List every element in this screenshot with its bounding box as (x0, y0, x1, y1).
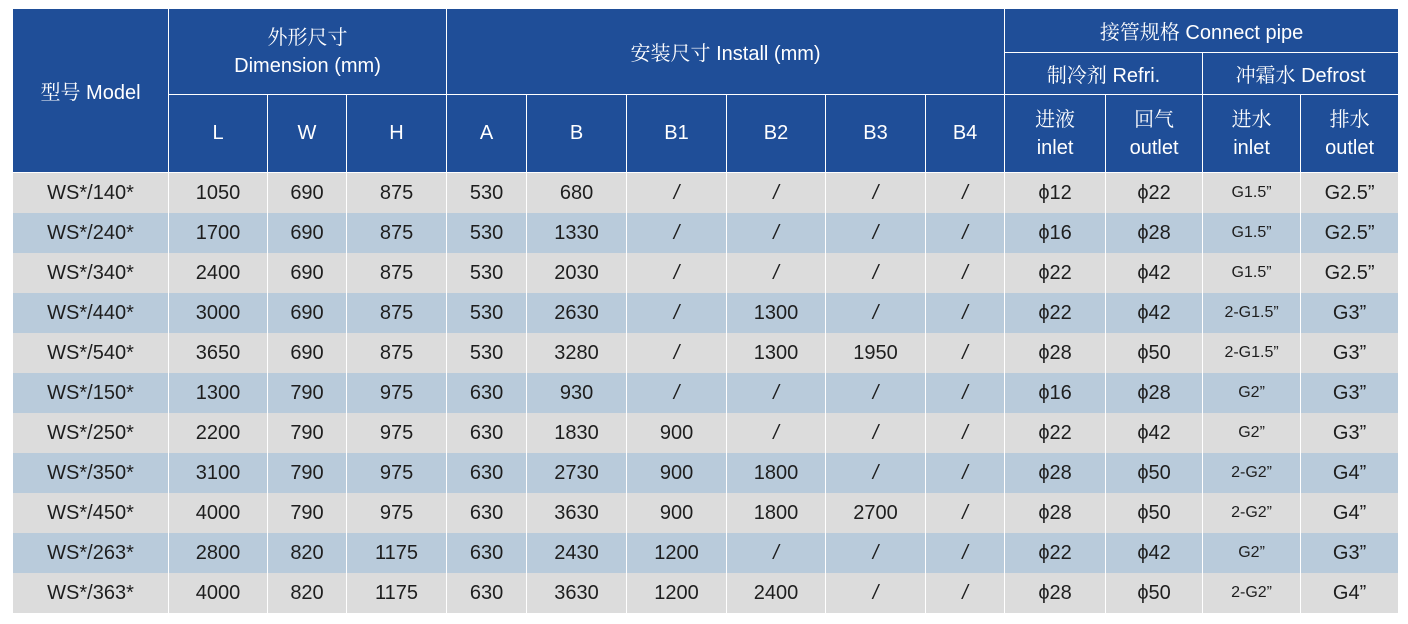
header-col-refri-inlet (1005, 95, 1106, 173)
cell-b: 2030 (527, 253, 627, 293)
cell-a: 530 (447, 293, 527, 333)
cell-b4: / (926, 573, 1005, 613)
cell-length: 2800 (169, 533, 268, 573)
cell-a: 630 (447, 453, 527, 493)
cell-model: WS*/250* (13, 413, 169, 453)
cell-width: 790 (268, 453, 347, 493)
table-row (13, 213, 1399, 253)
cell-defrost-inlet: 2-G2” (1203, 573, 1301, 613)
cell-defrost-outlet: G4” (1301, 573, 1399, 613)
cell-refri-inlet: ϕ16 (1005, 373, 1106, 413)
cell-b2: / (727, 373, 826, 413)
cell-b: 930 (527, 373, 627, 413)
cell-height: 975 (347, 413, 447, 453)
header-col-defrost-inlet (1203, 95, 1301, 173)
cell-b: 3630 (527, 573, 627, 613)
cell-model: WS*/240* (13, 213, 169, 253)
cell-length: 4000 (169, 573, 268, 613)
cell-b4: / (926, 373, 1005, 413)
cell-b4: / (926, 453, 1005, 493)
cell-defrost-outlet: G2.5” (1301, 213, 1399, 253)
cell-b4: / (926, 173, 1005, 214)
header-defrost: 冲霜水 Defrost (1203, 53, 1399, 95)
cell-refri-inlet: ϕ22 (1005, 413, 1106, 453)
cell-b4: / (926, 493, 1005, 533)
cell-b2: / (727, 213, 826, 253)
cell-refri-outlet: ϕ42 (1106, 253, 1203, 293)
cell-a: 530 (447, 213, 527, 253)
cell-b1: / (627, 253, 727, 293)
cell-model: WS*/150* (13, 373, 169, 413)
cell-b1: 1200 (627, 573, 727, 613)
cell-refri-outlet: ϕ42 (1106, 533, 1203, 573)
cell-b: 2630 (527, 293, 627, 333)
cell-refri-outlet: ϕ28 (1106, 373, 1203, 413)
cell-defrost-outlet: G2.5” (1301, 173, 1399, 214)
cell-b1: / (627, 173, 727, 214)
cell-b4: / (926, 333, 1005, 373)
cell-model: WS*/140* (13, 173, 169, 214)
cell-b: 2730 (527, 453, 627, 493)
cell-refri-outlet: ϕ42 (1106, 293, 1203, 333)
cell-b3: / (826, 213, 926, 253)
cell-model: WS*/350* (13, 453, 169, 493)
cell-b2: 1800 (727, 493, 826, 533)
header-install: 安装尺寸 Install (mm) (447, 9, 1005, 95)
cell-refri-inlet: ϕ22 (1005, 293, 1106, 333)
header-connect-pipe: 接管规格 Connect pipe (1005, 9, 1399, 53)
cell-refri-outlet: ϕ50 (1106, 493, 1203, 533)
header-model: 型号 Model (13, 9, 169, 173)
cell-b2: 1300 (727, 293, 826, 333)
header-col-B: B (527, 95, 627, 173)
table-row (13, 573, 1399, 613)
cell-refri-inlet: ϕ16 (1005, 213, 1106, 253)
cell-refri-outlet: ϕ50 (1106, 453, 1203, 493)
cell-defrost-outlet: G3” (1301, 333, 1399, 373)
cell-a: 630 (447, 573, 527, 613)
cell-model: WS*/450* (13, 493, 169, 533)
cell-height: 875 (347, 333, 447, 373)
cell-b1: / (627, 373, 727, 413)
cell-defrost-outlet: G4” (1301, 493, 1399, 533)
cell-model: WS*/363* (13, 573, 169, 613)
cell-b: 1330 (527, 213, 627, 253)
cell-defrost-inlet: 2-G2” (1203, 453, 1301, 493)
cell-height: 875 (347, 253, 447, 293)
cell-defrost-outlet: G3” (1301, 413, 1399, 453)
cell-refri-inlet: ϕ28 (1005, 573, 1106, 613)
cell-length: 1300 (169, 373, 268, 413)
header-col-H: H (347, 95, 447, 173)
cell-defrost-inlet: G2” (1203, 373, 1301, 413)
header-col-defrost-outlet (1301, 95, 1399, 173)
cell-height: 875 (347, 293, 447, 333)
cell-height: 975 (347, 493, 447, 533)
cell-width: 690 (268, 333, 347, 373)
cell-defrost-outlet: G2.5” (1301, 253, 1399, 293)
cell-refri-outlet: ϕ28 (1106, 213, 1203, 253)
table-row (13, 413, 1399, 453)
table-header (13, 9, 1399, 173)
cell-defrost-inlet: G1.5” (1203, 213, 1301, 253)
cell-height: 1175 (347, 533, 447, 573)
cell-length: 3100 (169, 453, 268, 493)
table-row (13, 453, 1399, 493)
cell-b2: / (727, 533, 826, 573)
table-row (13, 293, 1399, 333)
cell-b3: / (826, 453, 926, 493)
cell-defrost-inlet: 2-G1.5” (1203, 333, 1301, 373)
cell-a: 630 (447, 413, 527, 453)
cell-width: 790 (268, 493, 347, 533)
cell-a: 530 (447, 253, 527, 293)
spec-table (12, 8, 1399, 613)
cell-b3: 1950 (826, 333, 926, 373)
cell-refri-inlet: ϕ28 (1005, 453, 1106, 493)
cell-b4: / (926, 293, 1005, 333)
header-dimension (169, 9, 447, 95)
cell-refri-outlet: ϕ22 (1106, 173, 1203, 214)
cell-defrost-inlet: G2” (1203, 413, 1301, 453)
header-col-refri-outlet-en: outlet (1129, 136, 1179, 159)
cell-b1: 900 (627, 493, 727, 533)
cell-defrost-inlet: G2” (1203, 533, 1301, 573)
table-row (13, 533, 1399, 573)
header-refrigerant: 制冷剂 Refri. (1005, 53, 1203, 95)
cell-height: 975 (347, 453, 447, 493)
cell-a: 630 (447, 533, 527, 573)
cell-b: 1830 (527, 413, 627, 453)
table-row (13, 493, 1399, 533)
header-col-A: A (447, 95, 527, 173)
cell-b3: / (826, 413, 926, 453)
cell-a: 530 (447, 173, 527, 214)
cell-b2: 1800 (727, 453, 826, 493)
cell-refri-outlet: ϕ50 (1106, 573, 1203, 613)
header-col-defrost-outlet-cn: 排水 (1329, 108, 1370, 131)
cell-b1: 900 (627, 453, 727, 493)
cell-b3: / (826, 533, 926, 573)
cell-refri-inlet: ϕ22 (1005, 533, 1106, 573)
cell-refri-inlet: ϕ28 (1005, 493, 1106, 533)
cell-refri-inlet: ϕ12 (1005, 173, 1106, 214)
header-col-B3: B3 (826, 95, 926, 173)
header-col-defrost-outlet-en: outlet (1325, 136, 1375, 159)
cell-height: 875 (347, 173, 447, 214)
cell-b1: / (627, 293, 727, 333)
cell-defrost-outlet: G3” (1301, 533, 1399, 573)
cell-a: 530 (447, 333, 527, 373)
cell-b4: / (926, 213, 1005, 253)
header-col-refri-outlet (1106, 95, 1203, 173)
cell-length: 2400 (169, 253, 268, 293)
cell-b3: / (826, 253, 926, 293)
cell-b1: / (627, 213, 727, 253)
cell-b2: / (727, 173, 826, 214)
cell-refri-outlet: ϕ42 (1106, 413, 1203, 453)
header-col-W: W (268, 95, 347, 173)
cell-length: 1700 (169, 213, 268, 253)
cell-width: 690 (268, 213, 347, 253)
cell-a: 630 (447, 493, 527, 533)
header-col-B4: B4 (926, 95, 1005, 173)
header-col-L: L (169, 95, 268, 173)
table-row (13, 333, 1399, 373)
cell-defrost-inlet: 2-G1.5” (1203, 293, 1301, 333)
header-col-defrost-inlet-cn: 进水 (1231, 108, 1272, 131)
cell-b1: / (627, 333, 727, 373)
cell-a: 630 (447, 373, 527, 413)
cell-defrost-inlet: 2-G2” (1203, 493, 1301, 533)
cell-length: 1050 (169, 173, 268, 214)
cell-defrost-outlet: G4” (1301, 453, 1399, 493)
cell-model: WS*/540* (13, 333, 169, 373)
header-col-refri-inlet-cn: 进液 (1035, 108, 1076, 131)
cell-length: 3650 (169, 333, 268, 373)
cell-width: 790 (268, 373, 347, 413)
cell-model: WS*/440* (13, 293, 169, 333)
cell-b4: / (926, 253, 1005, 293)
cell-defrost-inlet: G1.5” (1203, 253, 1301, 293)
table-row (13, 373, 1399, 413)
cell-defrost-inlet: G1.5” (1203, 173, 1301, 214)
cell-b1: 900 (627, 413, 727, 453)
cell-width: 790 (268, 413, 347, 453)
cell-b: 680 (527, 173, 627, 214)
table-row (13, 173, 1399, 214)
cell-b3: / (826, 373, 926, 413)
cell-width: 690 (268, 253, 347, 293)
cell-b2: / (727, 413, 826, 453)
cell-width: 690 (268, 293, 347, 333)
cell-length: 3000 (169, 293, 268, 333)
cell-b: 3280 (527, 333, 627, 373)
cell-model: WS*/340* (13, 253, 169, 293)
cell-defrost-outlet: G3” (1301, 293, 1399, 333)
cell-b2: / (727, 253, 826, 293)
cell-b: 3630 (527, 493, 627, 533)
header-dimension-cn: 外形尺寸 (267, 26, 348, 49)
header-col-refri-outlet-cn: 回气 (1134, 108, 1175, 131)
cell-refri-inlet: ϕ22 (1005, 253, 1106, 293)
cell-b3: / (826, 293, 926, 333)
cell-refri-outlet: ϕ50 (1106, 333, 1203, 373)
cell-b: 2430 (527, 533, 627, 573)
header-col-defrost-inlet-en: inlet (1233, 136, 1270, 159)
table-body (13, 173, 1399, 614)
cell-width: 820 (268, 533, 347, 573)
table-row (13, 253, 1399, 293)
header-dimension-en: Dimension (mm) (234, 54, 381, 77)
cell-length: 2200 (169, 413, 268, 453)
cell-width: 820 (268, 573, 347, 613)
header-col-refri-inlet-en: inlet (1036, 136, 1074, 159)
cell-refri-inlet: ϕ28 (1005, 333, 1106, 373)
cell-height: 1175 (347, 573, 447, 613)
cell-height: 875 (347, 213, 447, 253)
header-col-B2: B2 (727, 95, 826, 173)
cell-model: WS*/263* (13, 533, 169, 573)
cell-height: 975 (347, 373, 447, 413)
cell-width: 690 (268, 173, 347, 214)
cell-b3: / (826, 173, 926, 214)
cell-b3: 2700 (826, 493, 926, 533)
cell-b4: / (926, 413, 1005, 453)
cell-b1: 1200 (627, 533, 727, 573)
cell-b2: 2400 (727, 573, 826, 613)
cell-length: 4000 (169, 493, 268, 533)
cell-b3: / (826, 573, 926, 613)
header-col-B1: B1 (627, 95, 727, 173)
cell-b4: / (926, 533, 1005, 573)
cell-defrost-outlet: G3” (1301, 373, 1399, 413)
cell-b2: 1300 (727, 333, 826, 373)
